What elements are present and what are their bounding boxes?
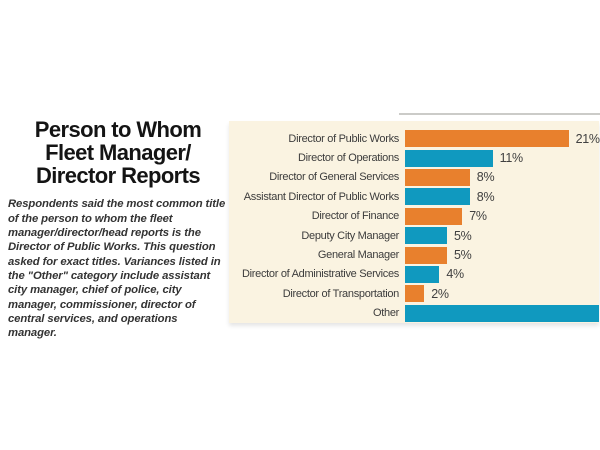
bar-category-label: Director of Transportation	[282, 287, 399, 300]
bar	[405, 285, 424, 302]
bar-area	[405, 285, 599, 302]
bar-value-label: 11%	[499, 151, 523, 166]
bar-category-label: Assistant Director of Public Works	[243, 190, 399, 203]
bar-value-label: 8%	[476, 189, 495, 204]
bar-category-label: Director of Finance	[311, 210, 399, 223]
bar-area	[405, 305, 599, 322]
bar-area	[405, 169, 599, 186]
bar-row	[229, 265, 599, 284]
chart-title-line-2: Fleet Manager/	[45, 140, 191, 166]
bar-rows	[229, 129, 599, 323]
bar-row	[229, 187, 599, 206]
bar	[405, 208, 462, 225]
bar-category-label: Other	[372, 307, 399, 320]
divider-rule	[399, 113, 600, 115]
bar	[405, 266, 439, 283]
bar-value-label: 5%	[454, 228, 472, 243]
bar-area	[405, 247, 599, 264]
chart-intro-block	[8, 118, 228, 341]
bar-value-label: 4%	[446, 267, 464, 282]
bar-category-label: Director of Administrative Services	[242, 268, 399, 281]
bar-chart-panel	[229, 121, 599, 323]
bar-area	[405, 208, 599, 225]
bar-value-label: 8%	[476, 170, 495, 185]
bar-value-label: 7%	[469, 209, 487, 224]
chart-description: Respondents said the most common title of the person to whom the fleet manager/director/head reports is the Director of Public Works. This question asked for exact titles. Variances listed in the "Other" category include assistant city manager, chief of police, city manager, commissioner, director of central services, and operations manager.	[8, 198, 226, 340]
bar-category-label: Director of General Services	[269, 171, 399, 184]
bar-category-label: Director of Public Works	[288, 132, 399, 145]
bar-value-label: 2%	[431, 286, 449, 301]
bar	[405, 169, 470, 186]
bar-row	[229, 226, 599, 245]
bar-area	[405, 266, 599, 283]
bar-row	[229, 129, 599, 148]
bar-row	[229, 284, 599, 303]
bar-value-label: 5%	[454, 248, 472, 263]
chart-title-line-3: Director Reports	[36, 163, 200, 189]
chart-title	[8, 118, 228, 187]
bar-row	[229, 207, 599, 226]
bar-category-label: Deputy City Manager	[301, 229, 399, 242]
bar-area	[405, 188, 599, 205]
chart-title-line-1: Person to Whom	[34, 117, 202, 142]
bar-category-label: Director of Operations	[298, 152, 399, 165]
bar	[405, 247, 447, 264]
bar	[405, 150, 493, 167]
bar	[405, 130, 569, 147]
bar	[405, 305, 599, 322]
bar-area	[405, 130, 599, 147]
bar-value-label: 21%	[575, 131, 600, 146]
bar-area	[405, 150, 599, 167]
bar-row	[229, 304, 599, 323]
bar-area	[405, 227, 599, 244]
bar	[405, 188, 470, 205]
bar-row	[229, 148, 599, 167]
bar-row	[229, 245, 599, 264]
bar-category-label: General Manager	[317, 249, 399, 262]
bar-row	[229, 168, 599, 187]
bar	[405, 227, 447, 244]
